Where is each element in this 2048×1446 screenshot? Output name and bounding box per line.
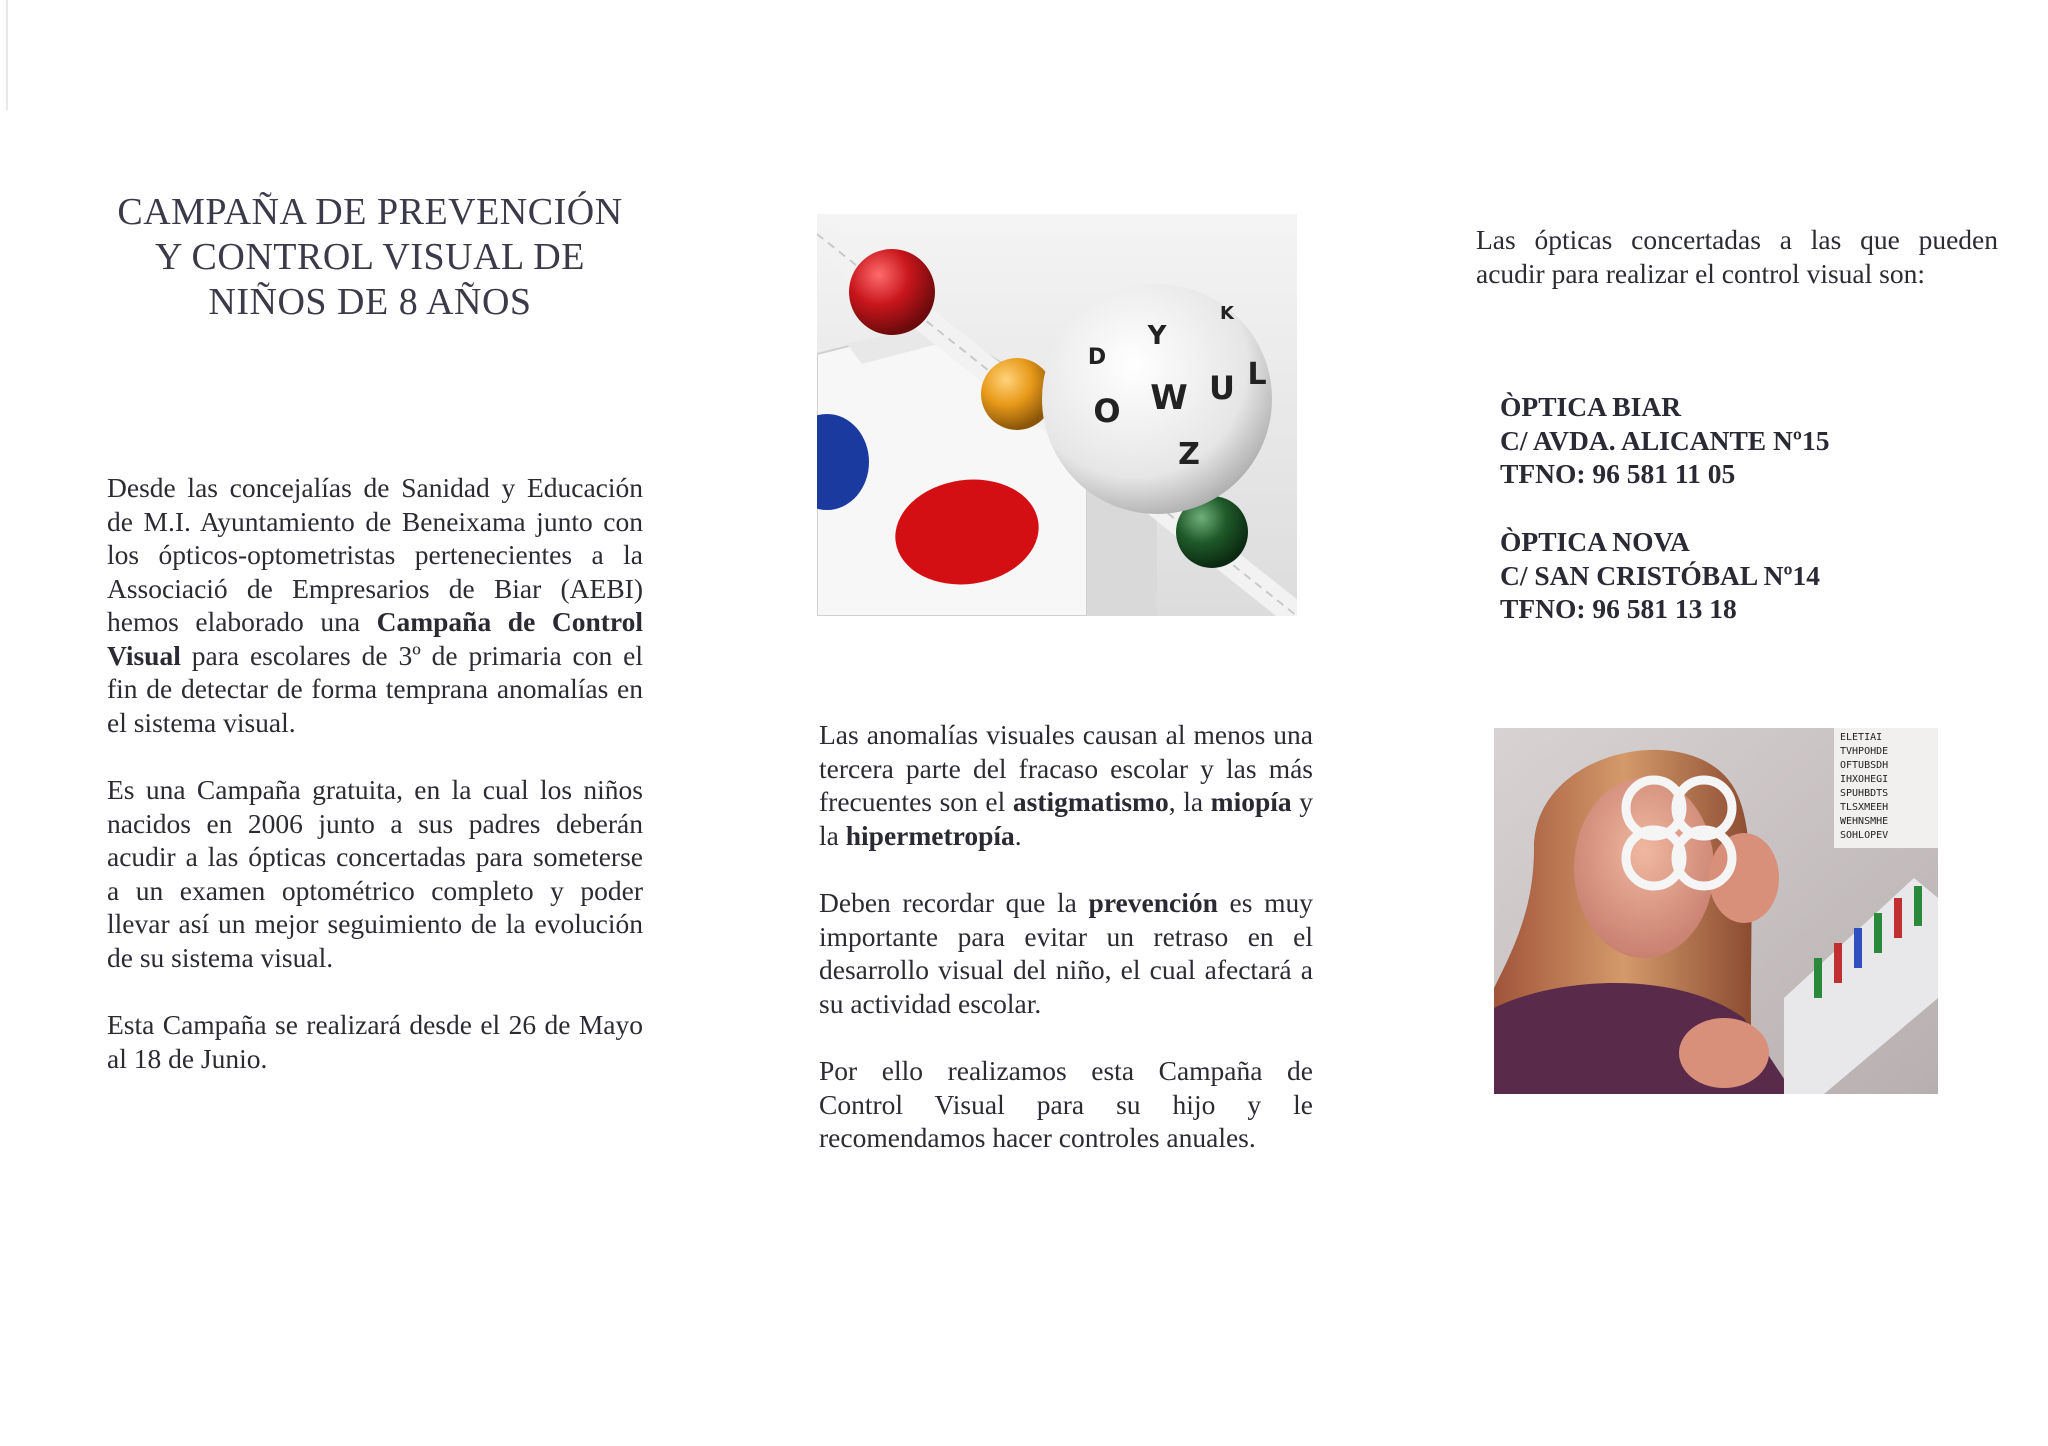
left-column — [107, 471, 643, 1075]
svg-text:Y: Y — [1147, 321, 1167, 351]
girl-eye-test-photo — [1494, 728, 1938, 1094]
girl-illustration — [1494, 728, 1938, 1094]
optica-address: C/ SAN CRISTÓBAL Nº14 — [1500, 559, 1821, 591]
period: . — [1014, 819, 1022, 851]
svg-text:O: O — [1093, 392, 1121, 430]
intro-paragraph — [107, 471, 643, 739]
svg-text:U: U — [1209, 369, 1235, 407]
toy-illustration — [817, 214, 1297, 616]
campaign-name: Campaña de Control Visual — [107, 606, 643, 671]
svg-text:TLSXMEEH: TLSXMEEH — [1840, 802, 1889, 813]
recommendation-paragraph: Por ello realizamos esta Campaña de Control Visual para su hijo y le recomendamos hacer controles anuales. — [819, 1055, 1313, 1153]
anomalies-paragraph — [819, 718, 1313, 852]
optica-phone: TFNO: 96 581 13 18 — [1500, 593, 1737, 624]
svg-text:SOHLOPEV: SOHLOPEV — [1840, 830, 1889, 841]
svg-text:L: L — [1247, 357, 1267, 392]
anomalies-text: Las anomalías visuales causan al menos una tercera parte del fracaso escolar y las más frecuentes son el — [819, 719, 1313, 817]
opticas-intro: Las ópticas concertadas a las que pueden acudir para realizar el control visual son: — [1476, 224, 1998, 289]
title-line-2: Y CONTROL VISUAL DE — [155, 236, 585, 278]
myopia: miopía — [1210, 786, 1292, 817]
prevention-text-end: es muy importante para evitar un retraso en el desarrollo visual del niño, el cual afectará a su actividad escolar. — [819, 887, 1313, 1019]
svg-text:OFTUBSDH: OFTUBSDH — [1840, 760, 1889, 771]
prevention-paragraph — [819, 886, 1313, 1020]
title-line-1: CAMPAÑA DE PREVENCIÓN — [117, 191, 623, 233]
optica-phone: TFNO: 96 581 11 05 — [1500, 458, 1736, 489]
prevention-text: Deben recordar que la — [819, 887, 1089, 918]
svg-text:IHXOHEGI: IHXOHEGI — [1840, 774, 1889, 785]
dates-paragraph: Esta Campaña se realizará desde el 26 de Mayo al 18 de Junio. — [107, 1009, 643, 1074]
hyperopia: hipermetropía — [845, 819, 1015, 851]
eye-test-toy-photo — [817, 214, 1297, 616]
red-bead — [849, 249, 935, 335]
free-campaign-paragraph: Es una Campaña gratuita, en la cual los niños nacidos en 2006 junto a sus padres deberán acudir a las ópticas concertadas para someterse a un examen optométrico completo y poder llevar así un mejor seguimiento de la evolución de su sistema visual. — [107, 774, 643, 973]
optica-biar — [1500, 390, 2020, 491]
svg-text:D: D — [1087, 345, 1107, 370]
intro-text: Desde las concejalías de Sanidad y Educación de M.I. Ayuntamiento de Beneixama junto con los ópticos-optometristas pertenecientes a la Associació de Empresarios de Biar (AEBI) hemos elaborado una — [107, 472, 643, 637]
svg-text:SPUHBDTS: SPUHBDTS — [1840, 788, 1889, 799]
svg-text:WEHNSMHE: WEHNSMHE — [1840, 816, 1889, 827]
astigmatism: astigmatismo — [1012, 786, 1169, 817]
separator: , la — [1168, 786, 1211, 817]
right-column — [1476, 223, 1998, 290]
prevention-word: prevención — [1088, 887, 1218, 918]
optica-name: ÒPTICA BIAR — [1500, 391, 1682, 422]
separator: y la — [819, 786, 1314, 851]
svg-text:K: K — [1220, 303, 1234, 324]
title-line-3: NIÑOS DE 8 AÑOS — [208, 281, 532, 323]
page-title — [100, 190, 640, 325]
optica-name: ÒPTICA NOVA — [1500, 526, 1690, 557]
middle-column — [819, 718, 1313, 1155]
svg-text:TVHPOHDE: TVHPOHDE — [1840, 746, 1889, 757]
optica-nova — [1500, 525, 2020, 626]
optica-address: C/ AVDA. ALICANTE Nº15 — [1500, 424, 1830, 456]
intro-text-end: para escolares de 3º de primaria con el fin de detectar de forma temprana anomalías en el sistema visual. — [107, 639, 643, 738]
svg-text:Z: Z — [1178, 437, 1200, 472]
svg-text:ELETIAI: ELETIAI — [1840, 732, 1883, 743]
svg-text:W: W — [1150, 378, 1188, 418]
scan-edge — [6, 0, 8, 110]
